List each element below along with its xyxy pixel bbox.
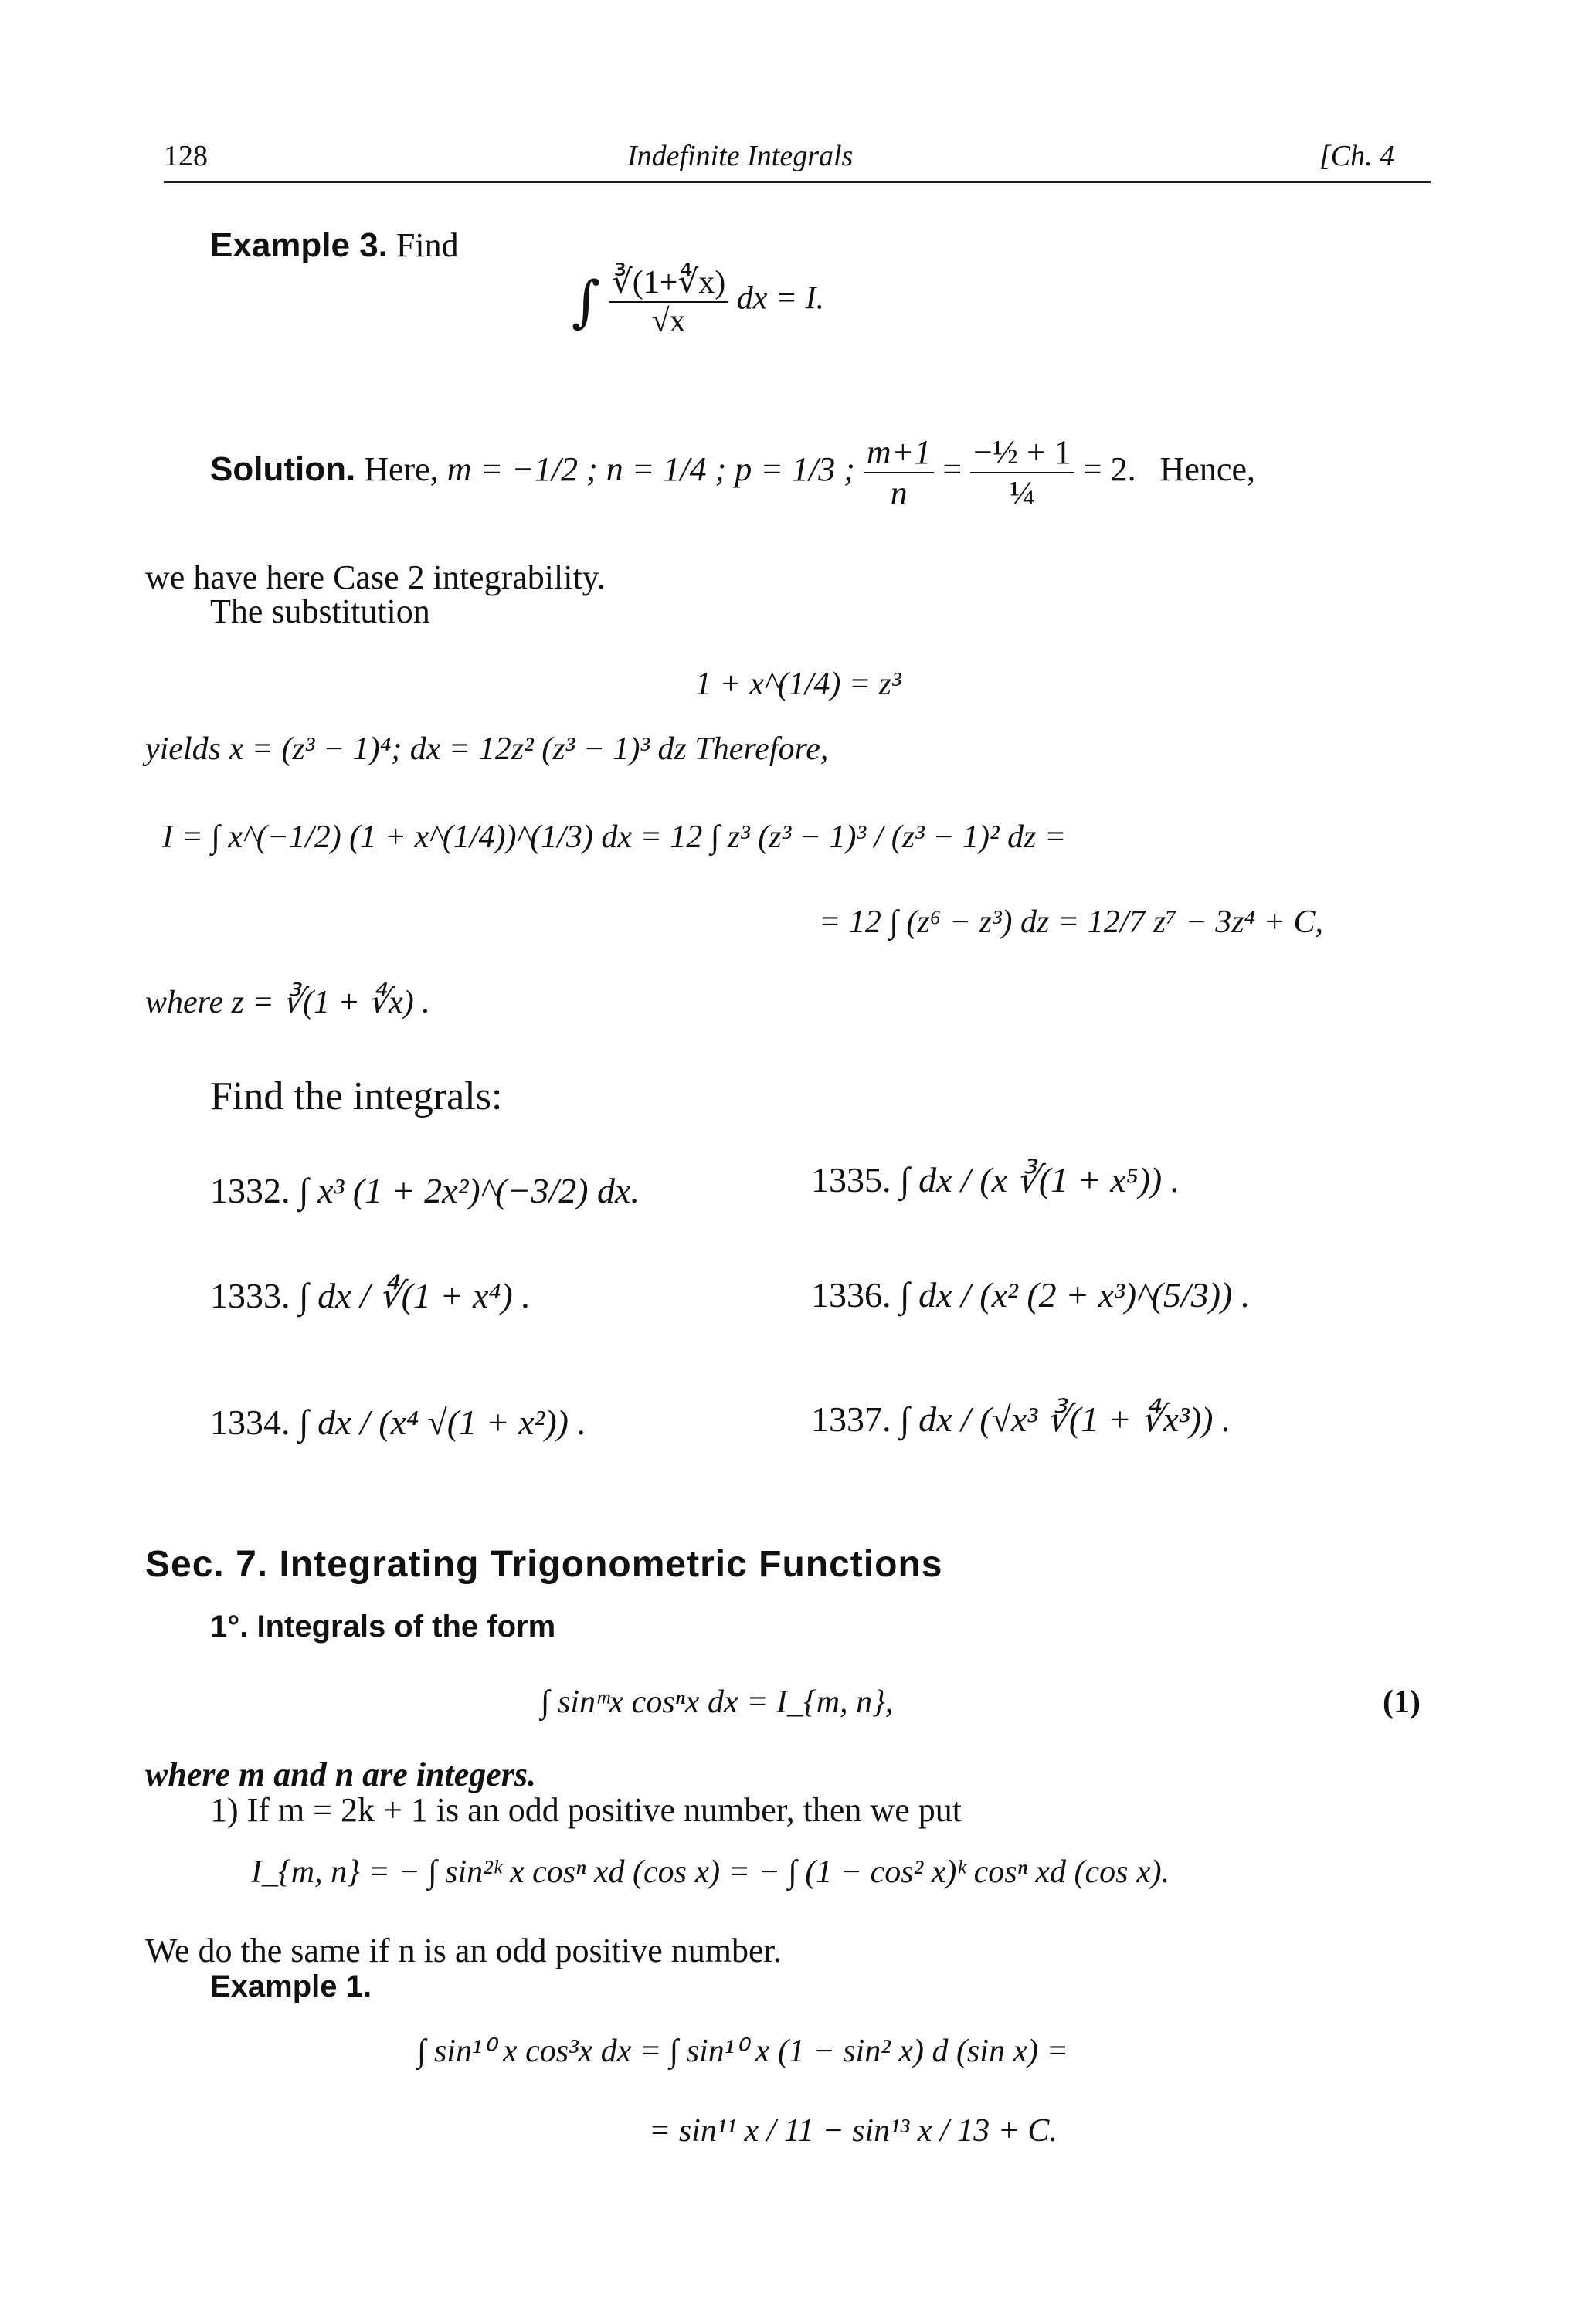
equation-number: (1): [1383, 1684, 1421, 1720]
example1-label: Example 1.: [210, 1969, 372, 2003]
section7-sub1: 1°. Integrals of the form: [210, 1610, 556, 1644]
yields-line: yields x = (z³ − 1)⁴; dx = 12z² (z³ − 1)³ dz Therefore,: [145, 731, 829, 767]
exercise-number: 1335.: [811, 1160, 891, 1199]
section7-case1: 1) If m = 2k + 1 is an odd positive number, then we put: [210, 1791, 962, 1829]
exercise-1336: [811, 1274, 1250, 1315]
page-number: 128: [164, 140, 208, 172]
exercise-number: 1334.: [210, 1403, 290, 1442]
m-frac-den: n: [864, 472, 934, 513]
exercise-expression: ∫ dx / (x ∛(1 + x⁵)) .: [900, 1160, 1180, 1199]
exercise-1332: [210, 1170, 640, 1211]
exercise-expression: ∫ dx / ∜(1 + x⁴) .: [299, 1276, 531, 1315]
integral-numerator: ∛(1+∜x): [612, 265, 726, 300]
integral-denominator: √x: [609, 301, 728, 340]
solution-result: = 2.: [1082, 450, 1136, 489]
solution-mnp: m = −1/2 ; n = 1/4 ; p = 1/3 ;: [446, 450, 855, 489]
calc-line-2: = 12 ∫ (z⁶ − z³) dz = 12/7 z⁷ − 3z⁴ + C,: [819, 904, 1323, 940]
example1-line-2: = sin¹¹ x / 11 − sin¹³ x / 13 + C.: [649, 2113, 1057, 2149]
exercise-number: 1337.: [811, 1399, 891, 1439]
example1-line-1: ∫ sin¹⁰ x cos³x dx = ∫ sin¹⁰ x (1 − sin² x) d (sin x) =: [417, 2034, 1068, 2069]
solution-hence: Hence,: [1159, 450, 1255, 489]
example3-label: Example 3.: [210, 226, 388, 264]
case-line: we have here Case 2 integrability.: [145, 558, 606, 596]
exercise-1335: [811, 1159, 1180, 1200]
integral-sign-icon: ∫: [572, 269, 601, 334]
exercise-number: 1336.: [811, 1275, 891, 1315]
example3-heading: [210, 226, 459, 265]
integral-rhs: dx = I.: [736, 280, 825, 317]
exercise-expression: ∫ dx / (x⁴ √(1 + x²)) .: [299, 1403, 586, 1442]
form-equation: ∫ sinᵐx cosⁿx dx = I_{m, n},: [541, 1684, 894, 1720]
big-frac-num: −½ + 1: [973, 433, 1071, 471]
exercise-1333: [210, 1274, 531, 1316]
exercise-1337: [811, 1398, 1231, 1440]
m-plus-1-over-n: [864, 433, 934, 513]
exercise-1334: [210, 1402, 586, 1443]
substitution-line: The substitution: [210, 592, 430, 630]
same-line: We do the same if n is an odd positive number.: [145, 1932, 782, 1969]
big-frac-den: ¼: [970, 472, 1074, 513]
chapter-label: [Ch. 4: [1319, 140, 1395, 172]
solution-here: Here,: [364, 450, 439, 489]
calc-line-1: I = ∫ x^(−1/2) (1 + x^(1/4))^(1/3) dx = 12 ∫ z³ (z³ − 1)³ / (z³ − 1)² dz =: [162, 819, 1067, 855]
exercise-number: 1333.: [210, 1276, 290, 1315]
where-z-line: where z = ∛(1 + ∜x) .: [145, 985, 430, 1020]
integral-fraction: [609, 263, 728, 340]
exercises-heading: Find the integrals:: [210, 1074, 503, 1118]
exercise-number: 1332.: [210, 1171, 290, 1210]
exercise-expression: ∫ dx / (x² (2 + x³)^(5/3)) .: [900, 1275, 1251, 1315]
section7-where: where m and n are integers.: [145, 1756, 537, 1793]
example3-integral: [572, 263, 824, 340]
solution-label: Solution.: [210, 450, 356, 489]
exercise-expression: ∫ x³ (1 + 2x²)^(−3/2) dx.: [299, 1171, 640, 1210]
solution-line: Solution. Here, m = −1/2 ; n = 1/4 ; p = 1/3 ; $\frac{m+1}{n}$ = $\frac{\text{−½ + 1}}{\text{¼}}$ = 2. Hence,: [210, 433, 1255, 512]
header-rule: [164, 181, 1431, 183]
big-fraction: [970, 433, 1074, 513]
section7-heading: Sec. 7. Integrating Trigonometric Functions: [145, 1544, 943, 1585]
m-frac-num: m+1: [866, 433, 932, 471]
example3-find: Find: [396, 226, 459, 264]
substitution-equation: 1 + x^(1/4) = z³: [695, 667, 901, 702]
case1-equation: I_{m, n} = − ∫ sin²ᵏ x cosⁿ xd (cos x) = − ∫ (1 − cos² x)ᵏ cosⁿ xd (cos x).: [251, 1854, 1170, 1890]
running-title: Indefinite Integrals: [627, 140, 854, 172]
exercise-expression: ∫ dx / (√x³ ∛(1 + ∜x³)) .: [900, 1399, 1231, 1439]
